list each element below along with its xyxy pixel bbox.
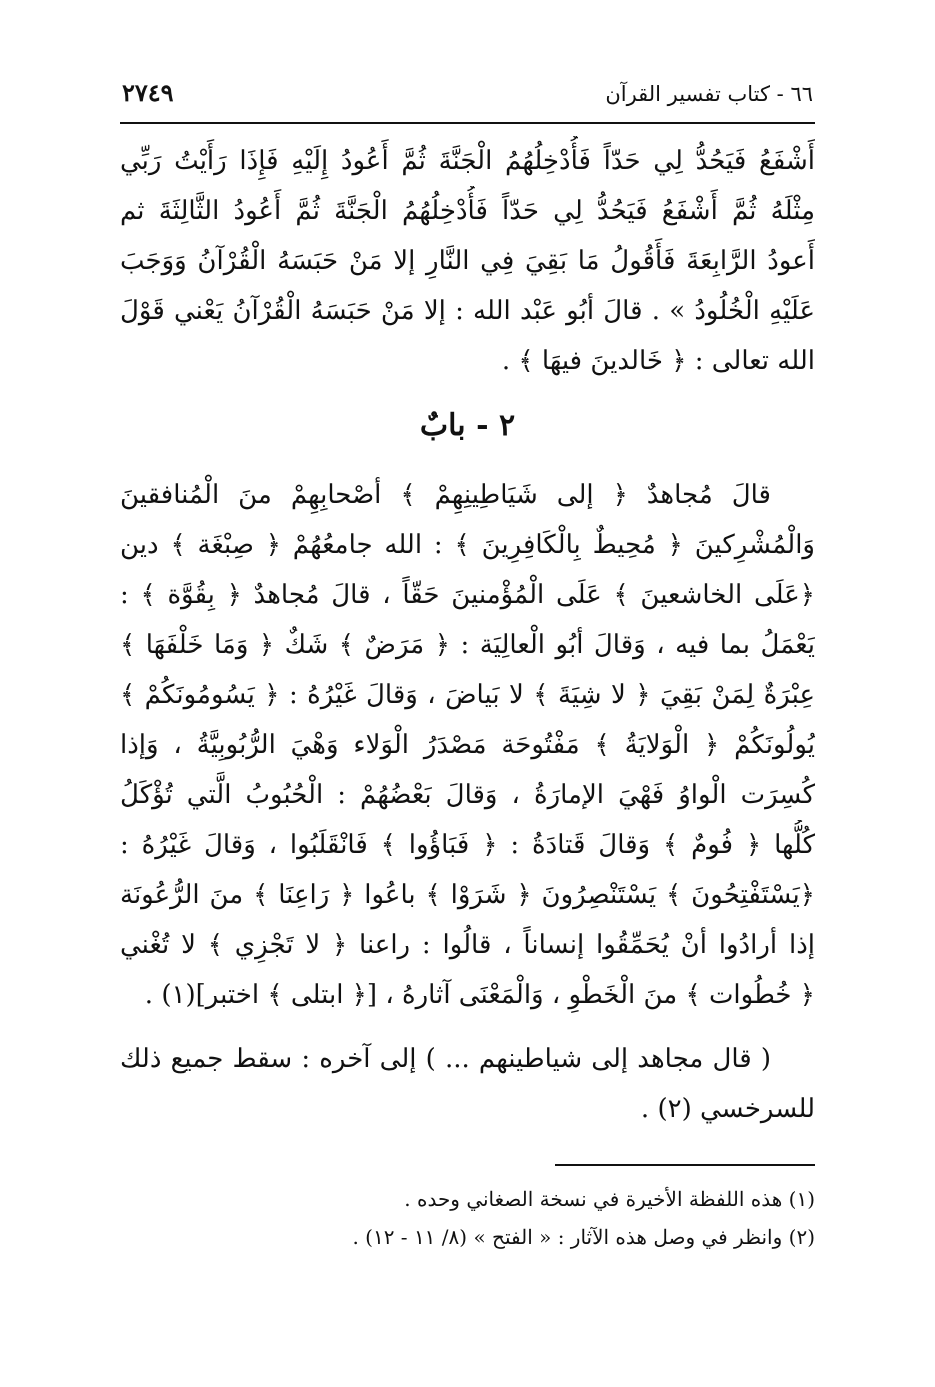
text-line: عِبْرَةٌ لِمَنْ بَقِيَ ﴿ لا شِيَةَ ﴾ لا بَياضَ ، وَقالَ غَيْرُهُ : ﴿ يَسُومُونَكُمْ ﴾ [120, 680, 815, 710]
paragraph-hadith-end [120, 136, 815, 386]
text-line: ﴿ خُطُوات ﴾ منَ الْخَطْوِ ، وَالْمَعْنَى آثارهُ ، [﴿ ابتلى ﴾ اختبر](١) . [144, 980, 815, 1010]
page-number: ٢٧٤٩ [122, 78, 174, 107]
text-line: كُسِرَت الْواوُ فَهْيَ الإمارَةُ ، وَقالَ بَعْضُهُمْ : الْحُبُوبُ الَّتي تُؤْكَلُ [120, 780, 815, 810]
text-line: أَشْفَعُ فَيَحُدُّ لِي حَدّاً فَأُدْخِلُهُمُ الْجَنَّةَ ثُمَّ أَعُودُ إِلَيْهِ فَإِذَا رَأَيْتُ رَبِّي [120, 146, 815, 176]
text-line: يُولُونَكُمْ ﴿ الْوَلايَةُ ﴾ مَفْتُوحَة مَصْدَرُ الْوَلاء وَهْيَ الرُّبُوبِيَّةُ ، وَإذا [120, 730, 815, 760]
section-heading: ٢ - بابٌ [419, 408, 516, 443]
footnotes [120, 1180, 815, 1256]
text-line: يَعْمَلُ بما فيه ، وَقالَ أبُو الْعالِيَة : ﴿ مَرَضٌ ﴾ شَكٌ ﴿ وَمَا خَلْفَهَا ﴾ [120, 630, 815, 660]
text-line: مِثْلَهُ ثُمَّ أَشْفَعُ فَيَحُدُّ لِي حَدّاً فَأُدْخِلُهُمُ الْجَنَّةَ ثُمَّ أَعُودُ الثَّالِثَةَ ثم [120, 196, 815, 226]
text-line: الله تعالى : ﴿ خَالدينَ فيهَا ﴾ . [501, 346, 815, 376]
paragraph-note [120, 1034, 815, 1134]
text-line: ﴿يَسْتَفْتِحُونَ ﴾ يَسْتَنْصِرُونَ ﴿ شَرَوْا ﴾ باعُوا ﴿ رَاعِنَا ﴾ منَ الرُّعُونَة [120, 880, 815, 910]
text-line: قالَ مُجاهدٌ ﴿ إلى شَيَاطِينِهِمْ ﴾ أصْحابِهِمْ منَ الْمُنافقينَ [120, 480, 771, 510]
running-header [120, 78, 815, 124]
text-line: ( قال مجاهد إلى شياطينهم ... ) إلى آخره : سقط جميع ذلك [120, 1044, 771, 1074]
text-line: ﴿عَلَى الخاشعينَ ﴾ عَلَى الْمُؤْمنينَ حَقّاً ، قالَ مُجاهدٌ ﴿ بِقُوَّة ﴾ : [120, 580, 815, 610]
text-line: للسرخسي (٢) . [640, 1094, 815, 1124]
text-line: عَلَيْهِ الْخُلُودُ » . قالَ أبُو عَبْد الله : إلا مَنْ حَبَسَهُ الْقُرْآنُ يَعْني قَوْلَ [120, 296, 815, 326]
chapter-title: ٦٦ - كتاب تفسير القرآن [605, 82, 813, 106]
book-page [120, 78, 815, 1256]
text-line: إذا أرادُوا أنْ يُحَمِّقُوا إنساناً ، قالُوا : راعنا ﴿ لا تَجْزِي ﴾ لا تُغْني [120, 930, 815, 960]
paragraph-tafsir [120, 470, 815, 1020]
text-line: أَعودُ الرَّابِعَةَ فَأَقُولُ مَا بَقِيَ فِي النَّارِ إلا مَنْ حَبَسَهُ الْقُرْآنُ وَوَجَبَ [120, 246, 815, 276]
footnote-separator [555, 1164, 815, 1166]
footnote: (٢) وانظر في وصل هذه الآثار : « الفتح » (٨/ ١١ - ١٢) . [352, 1225, 815, 1249]
text-line: كُلُّها ﴿ فُومٌ ﴾ وَقالَ قَتادَةُ : ﴿ فَبَاؤُوا ﴾ فَانْقَلَبُوا ، وَقالَ غَيْرُهُ : [120, 830, 815, 860]
text-line: وَالْمُشْرِكينَ ﴿ مُحِيطٌ بِالْكَافِرِينَ ﴾ : الله جامعُهُمْ ﴿ صِبْغَة ﴾ دين [120, 530, 815, 560]
footnote: (١) هذه اللفظة الأخيرة في نسخة الصغاني وحده . [404, 1187, 815, 1211]
main-text [120, 136, 815, 1134]
